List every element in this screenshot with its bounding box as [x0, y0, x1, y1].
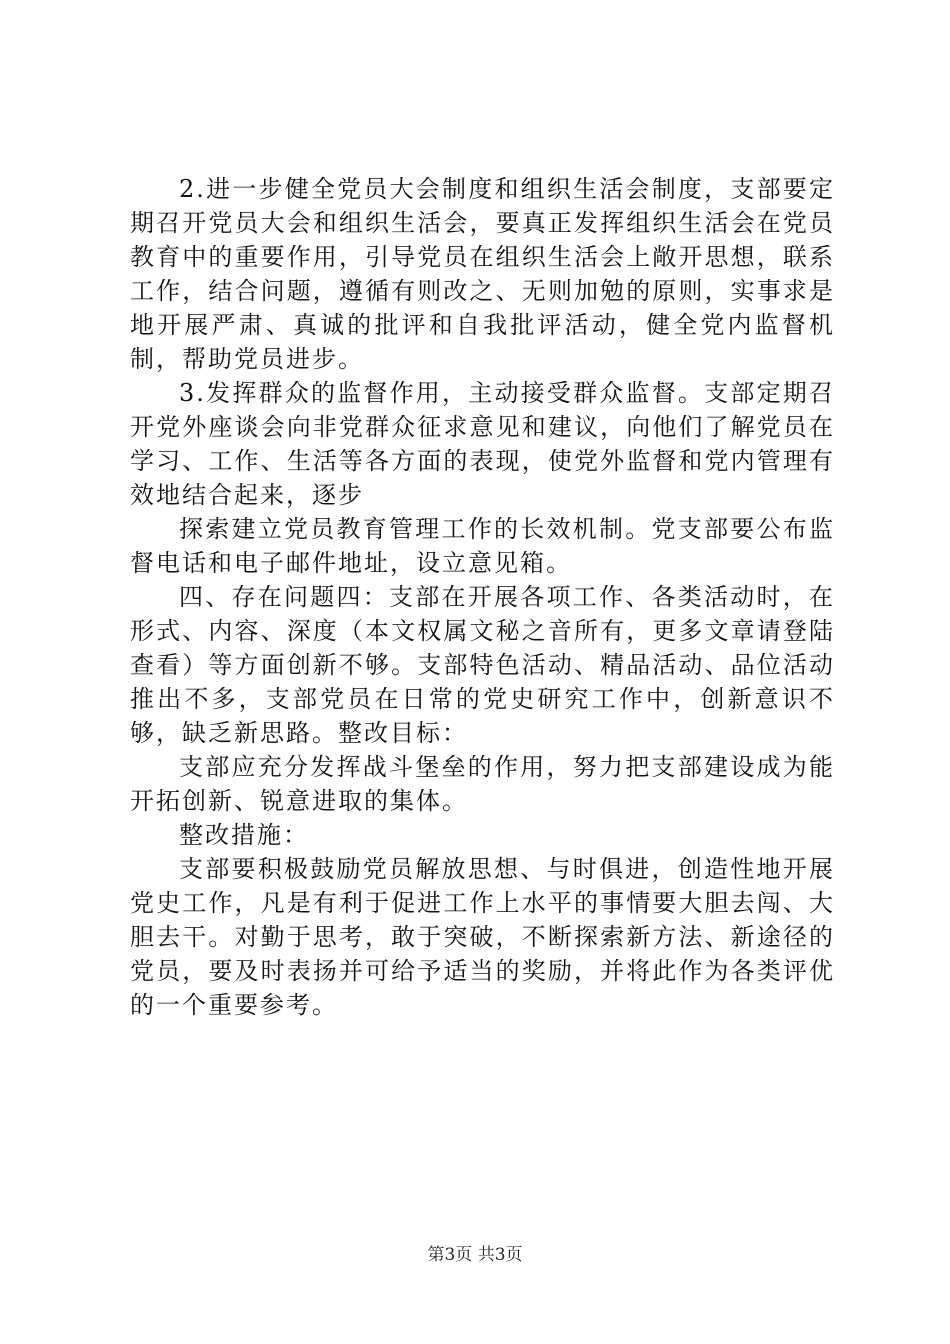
paragraph-measures-heading: 整改措施：: [179, 821, 309, 849]
paragraph-continuation: 探索建立党员教育管理工作的长效机制。党支部要公布监督电话和电子邮件地址，设立意见箱。: [130, 515, 835, 577]
paragraph-goal: 支部应充分发挥战斗堡垒的作用，努力把支部建设成为能开拓创新、锐意进取的集体。: [130, 753, 835, 815]
paragraph-measures: 支部要积极鼓励党员解放思想、与时俱进，创造性地开展党史工作，凡是有利于促进工作上水平的事情要大胆去闯、大胆去干。对勤于思考，敢于突破，不断探索新方法、新途径的党员，要及时表扬并可给予适当的奖励，并将此作为各类评优的一个重要参考。: [130, 855, 835, 1019]
paragraph-problem-four: 四、存在问题四：支部在开展各项工作、各类活动时，在形式、内容、深度（本文权属文秘之音所有，更多文章请登陆查看）等方面创新不够。支部特色活动、精品活动、品位活动推出不多，支部党员在日常的党史研究工作中，创新意识不够，缺乏新思路。整改目标：: [130, 583, 835, 747]
page-number-footer: 第3页 共3页: [427, 1245, 523, 1265]
paragraph-item-3: 3.发挥群众的监督作用，主动接受群众监督。支部定期召开党外座谈会向非党群众征求意见和建议，向他们了解党员在学习、工作、生活等各方面的表现，使党外监督和党内管理有效地结合起来，逐步: [130, 379, 835, 509]
document-body: [130, 172, 835, 1022]
paragraph-item-2: 2.进一步健全党员大会制度和组织生活会制度，支部要定期召开党员大会和组织生活会，要真正发挥组织生活会在党员教育中的重要作用，引导党员在组织生活会上敞开思想，联系工作，结合问题，遵循有则改之、无则加勉的原则，实事求是地开展严肃、真诚的批评和自我批评活动，健全党内监督机制，帮助党员进步。: [130, 175, 835, 373]
